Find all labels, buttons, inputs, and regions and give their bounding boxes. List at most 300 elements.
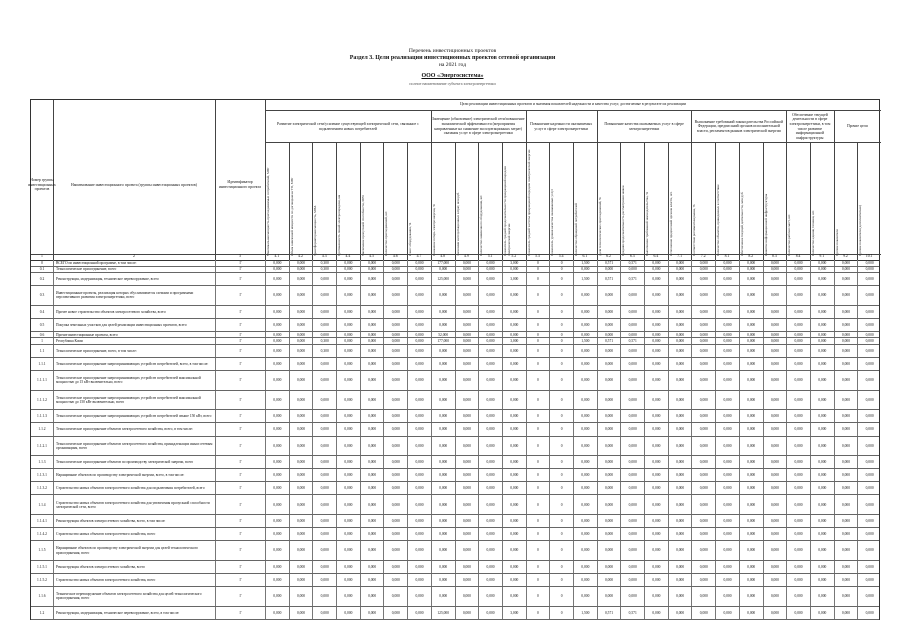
row-value: 0,000 <box>407 319 431 331</box>
row-value: 0,000 <box>360 437 384 456</box>
row-value: 0,000 <box>834 391 858 410</box>
row-value: 0,000 <box>431 267 455 273</box>
row-value: 0,000 <box>478 319 502 331</box>
row-value: 0,000 <box>597 515 621 527</box>
row-value: 0,000 <box>668 482 692 494</box>
row-value: 0,000 <box>691 358 715 370</box>
row-number: 1.1.1.2 <box>37 397 47 402</box>
row-value: 0,000 <box>502 495 526 514</box>
row-value: 0,000 <box>857 469 881 481</box>
row-value: 0 <box>549 482 573 494</box>
row-value: 0,000 <box>289 332 313 338</box>
row-value: 0,000 <box>597 345 621 357</box>
row-value: 0,000 <box>573 482 597 494</box>
row-number: 0.4 <box>39 309 45 314</box>
row-value: 0,000 <box>620 345 644 357</box>
row-value: 0,000 <box>455 469 479 481</box>
row-value: 0,000 <box>644 515 668 527</box>
row-value: 0,000 <box>597 528 621 540</box>
row-value: 0,000 <box>644 541 668 560</box>
row-value: 0,000 <box>502 574 526 586</box>
row-value: 0,000 <box>739 437 763 456</box>
row-value: 0,000 <box>715 358 739 370</box>
row-value: 0,000 <box>834 541 858 560</box>
row-value: 0,000 <box>810 587 834 606</box>
row-value: 0,000 <box>407 260 431 266</box>
row-value: 0 <box>526 515 550 527</box>
row-value: 0,000 <box>573 345 597 357</box>
row-value: 0,000 <box>715 332 739 338</box>
row-value: 0,000 <box>383 469 407 481</box>
header-vertical-label: Показатель средней продолжительности прекращений передачи электрической энергии <box>502 165 511 256</box>
header-caption-line <box>265 110 881 111</box>
row-value: 0,000 <box>668 410 692 422</box>
row-value: 0,000 <box>763 607 787 619</box>
row-value: 0,000 <box>644 469 668 481</box>
row-value: 0,000 <box>763 260 787 266</box>
row-value: 0 <box>549 286 573 305</box>
row-value: 0 <box>526 319 550 331</box>
row-name: Технологическое присоединение энергопринимающих устройств потребителей, всего, в том числе: <box>53 358 215 370</box>
row-value: 0,000 <box>620 371 644 390</box>
row-value: 0,000 <box>383 561 407 573</box>
row-identifier: Г <box>215 345 265 357</box>
row-value: 0,000 <box>360 587 384 606</box>
row-value: 0,000 <box>383 319 407 331</box>
row-value: 0,000 <box>786 338 810 344</box>
row-value: 0 <box>526 561 550 573</box>
row-value: 0,000 <box>478 541 502 560</box>
row-value: 0,000 <box>597 437 621 456</box>
row-value: 0 <box>526 437 550 456</box>
row-value: 0,000 <box>668 319 692 331</box>
row-value: 0,000 <box>691 391 715 410</box>
row-value: 0,000 <box>715 587 739 606</box>
row-value: 0,000 <box>455 338 479 344</box>
row-value: 0,000 <box>597 371 621 390</box>
row-value: 0,000 <box>668 371 692 390</box>
row-value: 0,000 <box>715 541 739 560</box>
header-column-number: 6.4 <box>653 254 659 258</box>
row-value: 0,000 <box>573 437 597 456</box>
row-value: 0,000 <box>644 286 668 305</box>
row-value: 0 <box>526 260 550 266</box>
row-value: 0,000 <box>265 495 289 514</box>
row-value: 0,000 <box>502 286 526 305</box>
row-value: 0,000 <box>739 286 763 305</box>
row-value: 0,000 <box>715 286 739 305</box>
row-value: 0,000 <box>455 391 479 410</box>
row-value: 0,000 <box>739 267 763 273</box>
row-value: 0,000 <box>668 260 692 266</box>
row-number: 0.3 <box>39 293 45 298</box>
row-value: 0,000 <box>573 456 597 468</box>
row-number: 1.1.6 <box>38 594 46 599</box>
row-value: 0,000 <box>383 267 407 273</box>
row-value: 0,000 <box>265 267 289 273</box>
row-value: 0 <box>526 371 550 390</box>
row-value: 0,000 <box>620 574 644 586</box>
row-value: 0,000 <box>739 319 763 331</box>
row-value: 0,000 <box>810 574 834 586</box>
row-value: 0,000 <box>455 371 479 390</box>
row-value: 0,000 <box>336 561 360 573</box>
row-value: 0,000 <box>834 469 858 481</box>
row-value: 0,000 <box>289 338 313 344</box>
row-value: 0,000 <box>431 358 455 370</box>
row-value: 0,571 <box>620 338 644 344</box>
row-value: 0,000 <box>668 423 692 435</box>
header-vertical-label: Показатель уровня качества оказываемых услуг <box>550 188 555 256</box>
header-group-divider <box>786 110 787 142</box>
row-value: 0,000 <box>786 267 810 273</box>
row-value: 0,000 <box>715 391 739 410</box>
row-value: 0,000 <box>810 469 834 481</box>
row-value: 0,000 <box>360 260 384 266</box>
header-column-number: 10.1 <box>865 254 873 258</box>
row-value: 0,000 <box>644 456 668 468</box>
row-value: 0,000 <box>336 574 360 586</box>
row-value: 0,000 <box>620 469 644 481</box>
row-value: 0,000 <box>573 371 597 390</box>
row-number: 1.1.2 <box>38 427 46 432</box>
row-value: 0,000 <box>763 267 787 273</box>
row-value: 0,300 <box>312 338 336 344</box>
row-value: 0,000 <box>715 306 739 318</box>
row-value: 0,000 <box>668 358 692 370</box>
row-value: 0,000 <box>691 437 715 456</box>
row-value: 125,000 <box>431 607 455 619</box>
row-value: 0,000 <box>407 391 431 410</box>
row-value: 0,000 <box>478 345 502 357</box>
row-value: 3,000 <box>502 273 526 285</box>
row-value: 0,000 <box>644 437 668 456</box>
row-value: 0,000 <box>289 306 313 318</box>
row-identifier: Г <box>215 338 265 344</box>
row-value: 0,000 <box>810 561 834 573</box>
row-identifier: Г <box>215 541 265 560</box>
row-value: 0,000 <box>478 371 502 390</box>
row-value: 0,000 <box>786 561 810 573</box>
row-value: 0,000 <box>691 456 715 468</box>
row-value: 0,000 <box>360 495 384 514</box>
row-value: 0 <box>549 306 573 318</box>
row-value: 0,000 <box>739 391 763 410</box>
row-value: 0,000 <box>478 437 502 456</box>
row-value: 0,000 <box>312 437 336 456</box>
row-value: 0,000 <box>810 338 834 344</box>
row-value: 0,000 <box>739 260 763 266</box>
header-vertical-label: Увеличение пропускной способности, МВт <box>360 195 365 256</box>
row-value: 0,000 <box>597 332 621 338</box>
row-value: 0,000 <box>857 528 881 540</box>
row-name: Технологическое присоединение энергопринимающих устройств потребителей максимальной мощностью до 150 кВт включительно, всего <box>53 391 215 410</box>
row-identifier: Г <box>215 456 265 468</box>
row-value: 0,000 <box>715 495 739 514</box>
row-value: 0,000 <box>336 437 360 456</box>
row-value: 0,000 <box>573 587 597 606</box>
row-value: 0,000 <box>620 528 644 540</box>
row-value: 0,000 <box>336 338 360 344</box>
table-row <box>31 574 879 587</box>
row-value: 0,000 <box>336 371 360 390</box>
table-row <box>31 273 879 286</box>
table-row <box>31 515 879 528</box>
row-value: 0,000 <box>360 541 384 560</box>
row-value: 0,000 <box>360 607 384 619</box>
row-value: 0,000 <box>715 371 739 390</box>
row-value: 0,000 <box>691 267 715 273</box>
row-value: 0,000 <box>312 469 336 481</box>
document-title-3: на 2021 год <box>438 62 467 68</box>
row-value: 0,000 <box>455 273 479 285</box>
row-number: 1.1.3.2 <box>37 486 47 491</box>
row-value: 0,000 <box>810 319 834 331</box>
row-value: 0,000 <box>289 495 313 514</box>
row-value: 0,000 <box>478 338 502 344</box>
row-value: 3,000 <box>502 607 526 619</box>
row-name: Технологическое присоединение объектов электросетевого хозяйства, принадлежащих иным сетевым организациям, всего <box>53 437 215 456</box>
row-value: 0 <box>526 273 550 285</box>
row-value: 0,000 <box>763 423 787 435</box>
row-name: Технологическое присоединение, всего, в том числе: <box>53 345 215 357</box>
row-value: 0,000 <box>431 286 455 305</box>
row-name: Строительство новых объектов электросетевого хозяйства, всего <box>53 574 215 586</box>
row-value: 0,000 <box>668 286 692 305</box>
row-value: 0,000 <box>691 319 715 331</box>
row-value: 0,000 <box>691 338 715 344</box>
row-value: 0,000 <box>857 561 881 573</box>
row-value: 0,571 <box>597 260 621 266</box>
row-name: Технологическое присоединение объектов по производству электрической энергии, всего <box>53 456 215 468</box>
row-value: 0,000 <box>810 260 834 266</box>
row-value: 0,000 <box>620 332 644 338</box>
row-value: 0 <box>526 541 550 560</box>
row-value: 0 <box>549 332 573 338</box>
row-value: 0 <box>549 345 573 357</box>
row-value: 0,000 <box>739 469 763 481</box>
document-title-1: Перечень инвестиционных проектов <box>408 48 497 54</box>
row-value: 0,000 <box>360 267 384 273</box>
row-value: 0,000 <box>763 456 787 468</box>
row-value: 0,000 <box>431 561 455 573</box>
row-value: 0,000 <box>360 574 384 586</box>
header-column-number: 5.3 <box>535 254 540 258</box>
row-value: 0,000 <box>383 437 407 456</box>
row-value: 0,000 <box>668 607 692 619</box>
row-identifier: Г <box>215 437 265 456</box>
row-value: 0,000 <box>715 410 739 422</box>
row-value: 0,000 <box>857 371 881 390</box>
row-value: 0,000 <box>455 437 479 456</box>
row-value: 0,000 <box>834 456 858 468</box>
row-value: 0,000 <box>668 456 692 468</box>
row-number: 1 <box>41 339 43 344</box>
row-value: 0,000 <box>336 358 360 370</box>
row-value: 0,571 <box>597 607 621 619</box>
row-name: Прочее новое строительство объектов электросетевого хозяйства, всего <box>53 306 215 318</box>
header-vertical-label: Доля технологических присоединений, % <box>597 197 602 256</box>
row-value: 0 <box>549 410 573 422</box>
row-value: 0,000 <box>857 260 881 266</box>
header-vertical-label: Прочие показатели (дополнительно) <box>858 204 863 256</box>
row-value: 0,000 <box>265 482 289 494</box>
row-value: 0,000 <box>478 410 502 422</box>
row-value: 0 <box>549 561 573 573</box>
row-value: 0,000 <box>715 482 739 494</box>
row-value: 0,000 <box>360 358 384 370</box>
row-value: 0,000 <box>668 332 692 338</box>
row-value: 0,000 <box>834 607 858 619</box>
row-value: 0,000 <box>857 273 881 285</box>
row-value: 0,000 <box>763 273 787 285</box>
row-value: 0,000 <box>786 515 810 527</box>
row-value: 0,000 <box>289 273 313 285</box>
row-value: 0,000 <box>407 267 431 273</box>
row-value: 0,000 <box>502 319 526 331</box>
row-value: 0,000 <box>407 482 431 494</box>
row-number: 1.1.1 <box>38 362 46 366</box>
row-value: 0,000 <box>265 319 289 331</box>
row-value: 0,000 <box>786 541 810 560</box>
row-value: 0,000 <box>360 371 384 390</box>
row-number: 1.1.5 <box>38 548 46 553</box>
row-value: 0,000 <box>336 273 360 285</box>
row-identifier: Г <box>215 587 265 606</box>
row-value: 0,000 <box>691 495 715 514</box>
header-column-number: 8.3 <box>772 254 777 258</box>
row-value: 0,000 <box>691 273 715 285</box>
row-value: 0,000 <box>786 319 810 331</box>
row-value: 0,000 <box>763 561 787 573</box>
row-identifier: Г <box>215 423 265 435</box>
row-value: 0,000 <box>455 410 479 422</box>
row-value: 0,000 <box>573 410 597 422</box>
row-number: 1.1.3.1 <box>37 473 47 478</box>
row-number: 0 <box>41 260 43 265</box>
row-name: Технологическое присоединение энергопринимающих устройств потребителей свыше 150 кВт, всего <box>53 410 215 422</box>
row-value: 0,000 <box>312 482 336 494</box>
row-value: 0,000 <box>573 286 597 305</box>
row-value: 0,000 <box>265 273 289 285</box>
row-value: 0,000 <box>644 574 668 586</box>
row-value: 0,000 <box>502 423 526 435</box>
row-value: 0,000 <box>383 541 407 560</box>
row-value: 0,000 <box>265 456 289 468</box>
row-value: 0,000 <box>810 456 834 468</box>
row-value: 0,000 <box>739 561 763 573</box>
row-value: 0,000 <box>668 273 692 285</box>
row-value: 0,000 <box>360 469 384 481</box>
row-value: 0,000 <box>360 319 384 331</box>
header-group-divider <box>431 110 432 142</box>
header-column-number: 4.2 <box>298 254 303 258</box>
header-column-number: 3 <box>239 254 241 258</box>
row-value: 0,000 <box>383 371 407 390</box>
row-value: 0,000 <box>265 391 289 410</box>
header-column-number: 4.6 <box>392 254 398 258</box>
row-value: 0,000 <box>763 574 787 586</box>
row-value: 0 <box>526 495 550 514</box>
row-value: 0 <box>526 528 550 540</box>
row-value: 0,000 <box>407 332 431 338</box>
row-value: 0 <box>526 423 550 435</box>
row-value: 1,500 <box>573 338 597 344</box>
row-value: 0,000 <box>312 286 336 305</box>
row-value: 0,000 <box>431 456 455 468</box>
row-number: 0.1 <box>39 267 45 272</box>
row-value: 0,000 <box>265 561 289 573</box>
row-value: 0,000 <box>407 338 431 344</box>
table-row <box>31 391 879 411</box>
row-value: 0,000 <box>383 456 407 468</box>
row-value: 0,000 <box>597 267 621 273</box>
row-value: 0,000 <box>289 423 313 435</box>
row-identifier: Г <box>215 561 265 573</box>
row-value: 0,000 <box>834 358 858 370</box>
row-value: 0,000 <box>383 515 407 527</box>
row-value: 0,000 <box>502 345 526 357</box>
header-column-number: 4.5 <box>369 254 374 258</box>
row-value: 0,000 <box>289 607 313 619</box>
header-group-1: Развитие электрической сети/усиление существующей электрической сети, связанное с подключением новых потребителей <box>277 121 419 131</box>
row-value: 0,000 <box>620 423 644 435</box>
row-number: 0.5 <box>39 322 45 327</box>
row-value: 0,000 <box>715 423 739 435</box>
row-name: ВСЕГО по инвестиционной программе, в том числе: <box>53 260 215 266</box>
row-value: 0,000 <box>786 495 810 514</box>
row-value: 0,000 <box>857 345 881 357</box>
row-value: 0,000 <box>834 332 858 338</box>
row-value: 0,000 <box>431 495 455 514</box>
row-value: 0,000 <box>763 410 787 422</box>
row-value: 0,000 <box>597 541 621 560</box>
header-vertical-label: Прочие показатели <box>834 229 839 256</box>
row-value: 0,000 <box>478 495 502 514</box>
row-value: 0,000 <box>668 528 692 540</box>
row-value: 0,000 <box>786 332 810 338</box>
row-value: 0,000 <box>786 574 810 586</box>
row-value: 0,000 <box>478 607 502 619</box>
row-value: 0 <box>526 286 550 305</box>
row-value: 0,000 <box>597 587 621 606</box>
row-value: 0 <box>526 482 550 494</box>
row-value: 0,000 <box>312 319 336 331</box>
row-value: 0,000 <box>336 260 360 266</box>
row-value: 0,000 <box>668 267 692 273</box>
row-value: 0,000 <box>644 587 668 606</box>
row-name: Реконструкция объектов электросетевого хозяйства, всего <box>53 561 215 573</box>
row-value: 0,000 <box>763 306 787 318</box>
table-row <box>31 319 879 332</box>
row-value: 0,000 <box>810 410 834 422</box>
row-value: 0,000 <box>857 515 881 527</box>
row-value: 0,000 <box>265 410 289 422</box>
row-value: 0,000 <box>668 306 692 318</box>
header-col-id: Идентификатор инвестиционного проекта <box>219 180 261 189</box>
row-value: 0 <box>549 469 573 481</box>
row-value: 0,000 <box>620 495 644 514</box>
row-value: 0,000 <box>431 410 455 422</box>
row-value: 0,000 <box>763 371 787 390</box>
row-value: 0,000 <box>597 482 621 494</box>
row-value: 0,000 <box>478 561 502 573</box>
row-value: 0,000 <box>620 306 644 318</box>
row-value: 0,000 <box>857 410 881 422</box>
row-value: 0,000 <box>644 371 668 390</box>
row-value: 0,000 <box>739 495 763 514</box>
row-identifier: Г <box>215 515 265 527</box>
